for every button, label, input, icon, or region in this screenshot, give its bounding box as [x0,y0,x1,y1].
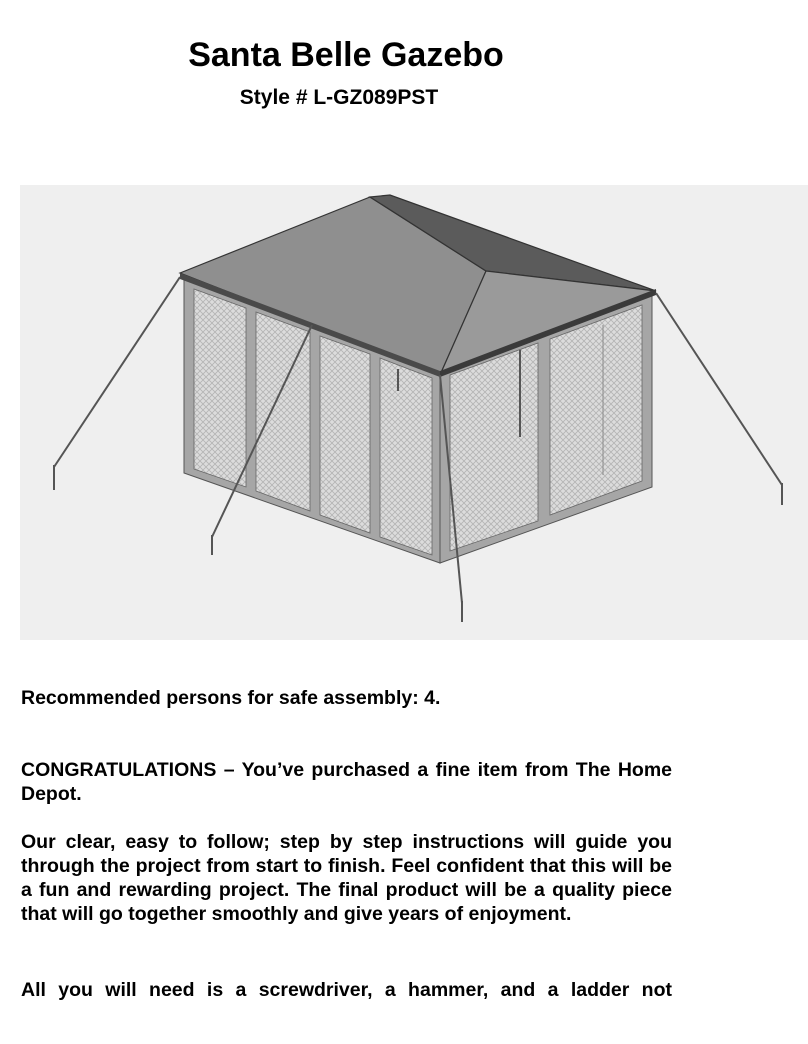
mesh-panel [256,312,310,511]
assembly-persons-text: Recommended persons for safe assembly: 4. [21,687,441,709]
mesh-panel [550,305,642,515]
gazebo-illustration-icon [20,185,808,640]
document-title: Santa Belle Gazebo [188,36,504,74]
mesh-panel [380,358,432,555]
instructions-text: Our clear, easy to follow; step by step instructions will guide you through the project from start to finish. Feel confident that this will be a fun and rewarding project. The final product will be a quality piece that will go together smoothly and give years of enjoyment. [21,831,672,925]
congratulations-text: CONGRATULATIONS – You’ve purchased a fine item from The Home Depot. [21,759,672,805]
mesh-panel [320,336,370,533]
gazebo-figure [20,185,808,640]
mesh-panel [194,289,246,487]
mesh-panel [450,343,538,551]
tools-text: All you will need is a screwdriver, a hammer, and a ladder not [21,979,672,1001]
style-number: Style # L-GZ089PST [239,86,439,109]
